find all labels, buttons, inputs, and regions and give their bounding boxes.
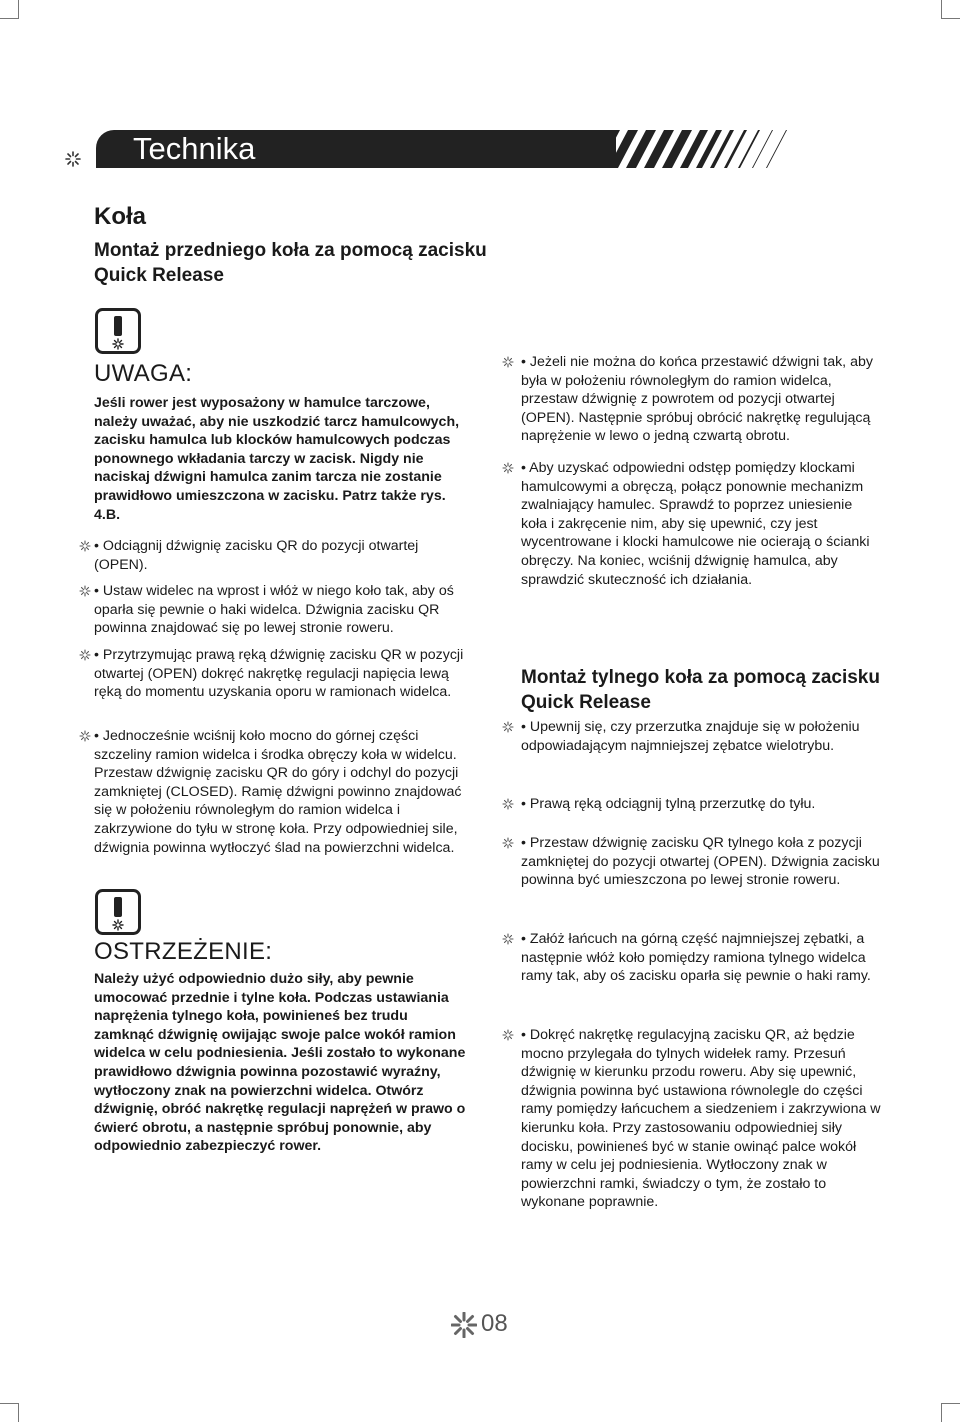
step-text: • Upewnij się, czy przerzutka znajduje się w położeniu odpowiadającym najmniejszej zębatce wielotrybu. <box>521 719 860 754</box>
caution-title: UWAGA: <box>94 360 193 387</box>
gear-icon <box>502 933 514 945</box>
crop-mark-bottom-left <box>0 1403 19 1422</box>
exclamation-icon <box>95 889 141 935</box>
step-text: • Przestaw dźwignię zacisku QR tylnego koła z pozycji zamkniętej do pozycji otwartej (OPEN). Dźwignia zacisku powinna być umieszczona po lewej stronie roweru. <box>521 835 880 889</box>
gear-icon <box>502 356 514 368</box>
step-text: • Prawą ręką odciągnij tylną przerzutkę do tyłu. <box>521 796 816 812</box>
stripes-decoration <box>590 128 800 170</box>
gear-icon <box>79 730 91 742</box>
gear-icon <box>502 837 514 849</box>
header-title: Technika <box>133 131 256 166</box>
gear-icon <box>79 540 91 552</box>
warning-title: OSTRZEŻENIE: <box>94 938 273 965</box>
step-text: • Ustaw widelec na wprost i włóż w niego koło tak, aby oś oparła się pewnie o haki widelca. Dźwignia zacisku QR powinna znajdować się po lewej stronie roweru. <box>94 583 454 637</box>
front-wheel-subtitle: Montaż przedniego koła za pomocą zacisku Quick Release <box>94 240 487 286</box>
gear-icon <box>79 585 91 597</box>
exclamation-icon <box>95 308 141 354</box>
caution-text: Jeśli rower jest wyposażony w hamulce tarczowe, należy uważać, aby nie uszkodzić tarcz hamulcowych, zacisku hamulca lub klocków hamulcowych podczas ponownego wkładania tarczy w zacisk. Nigdy nie naciskaj dźwigni hamulca zanim tarcza nie zostanie prawidłowo umieszczona w zacisku. Patrz także rys. 4.B. <box>94 395 460 523</box>
crop-mark-bottom-right <box>941 1403 960 1422</box>
step-text: • Aby uzyskać odpowiedni odstęp pomiędzy klockami hamulcowymi a obręczą, połącz ponownie mechanizm zwalniający hamulec. Sprawdź to poprzez uniesienie koła i zakręcenie nim, aby się upewnić, czy jest wycentrowane i klocki hamulcowe nie ocierają o ścianki obręczy. Na koniec, wciśnij dźwignię hamulca, aby sprawdzić skuteczność ich działania. <box>521 460 870 588</box>
gear-icon <box>65 151 81 167</box>
rear-wheel-subtitle: Montaż tylnego koła za pomocą zacisku Quick Release <box>521 667 880 713</box>
step-text: • Odciągnij dźwignię zacisku QR do pozycji otwartej (OPEN). <box>94 538 419 573</box>
crop-mark-top-right <box>941 0 960 19</box>
step-text: • Jeżeli nie można do końca przestawić dźwigni tak, aby była w położeniu równoległym do ramion widelca, przestaw dźwignię z powrotem od pozycji otwartej (OPEN). Następnie spróbuj obrócić nakrętkę regulującą naprężenie w lewo o jedną czwartą obrotu. <box>521 354 873 445</box>
gear-icon <box>79 649 91 661</box>
warning-text: Należy użyć odpowiednio dużo siły, aby pewnie umocować przednie i tylne koła. Podczas ustawiania naprężenia tylnego koła, powinieneś bez trudu zamknąć dźwignię owijając swoje palce wokół ramion widelca w celu podniesienia. Jeśli zostało to wykonane prawidłowo dźwignia powinna pozostawić wyraźny, wytłoczony znak na powierzchni widelca. Otwórz dźwignię, obróć nakrętkę regulacji naprężeń w prawo o ćwierć obrotu, a następnie spróbuj ponownie, aby odpowiednio zabezpieczyć rower. <box>94 971 466 1155</box>
gear-icon <box>502 721 514 733</box>
step-text: • Dokręć nakrętkę regulacyjną zacisku QR, aż będzie mocno przylegała do tylnych widełek ramy. Przesuń dźwignię w kierunku przodu roweru. Aby się upewnić, dźwignia powinna być ustawiona równolegle do części ramy pomiędzy łańcuchem a siedzeniem i zakrzywiona w kierunku koła. Przy zastosowaniu odpowiedniej siły docisku, powinieneś być w stanie owinąć palce wokół ramy w celu jej podniesienia. Wytłoczony znak w powierzchni ramki, świadczy o tym, że zostało to wykonane poprawnie. <box>521 1027 881 1211</box>
section-title: Koła <box>94 203 147 230</box>
crop-mark-top-left <box>0 0 19 19</box>
gear-icon <box>451 1312 477 1338</box>
page-number: 08 <box>481 1310 508 1337</box>
step-text: • Jednocześnie wciśnij koło mocno do górnej części szczeliny ramion widelca i środka obręczy koła w widelcu. Przestaw dźwignię zacisku QR do góry i odchyl do pozycji zamkniętej (CLOSED). Ramię dźwigni powinno znajdować się w położeniu równoległym do ramion widelca i zakrzywione do tyłu w stronę koła. Przy odpowiedniej sile, dźwignia powinna wytłoczyć ślad na powierzchni widelca. <box>94 728 462 856</box>
step-text: • Przytrzymując prawą ręką dźwignię zacisku QR w pozycji otwartej (OPEN) dokręć nakrętkę regulacji napięcia lewą ręką do momentu uzyskania oporu w ramionach widelca. <box>94 647 464 701</box>
gear-icon <box>502 1029 514 1041</box>
step-text: • Załóż łańcuch na górną część najmniejszej zębatki, a następnie włóż koło pomiędzy ramiona tylnego widelca ramy tak, aby oś zacisku oparła się pewnie o haki ramy. <box>521 931 871 985</box>
gear-icon <box>502 798 514 810</box>
gear-icon <box>502 462 514 474</box>
